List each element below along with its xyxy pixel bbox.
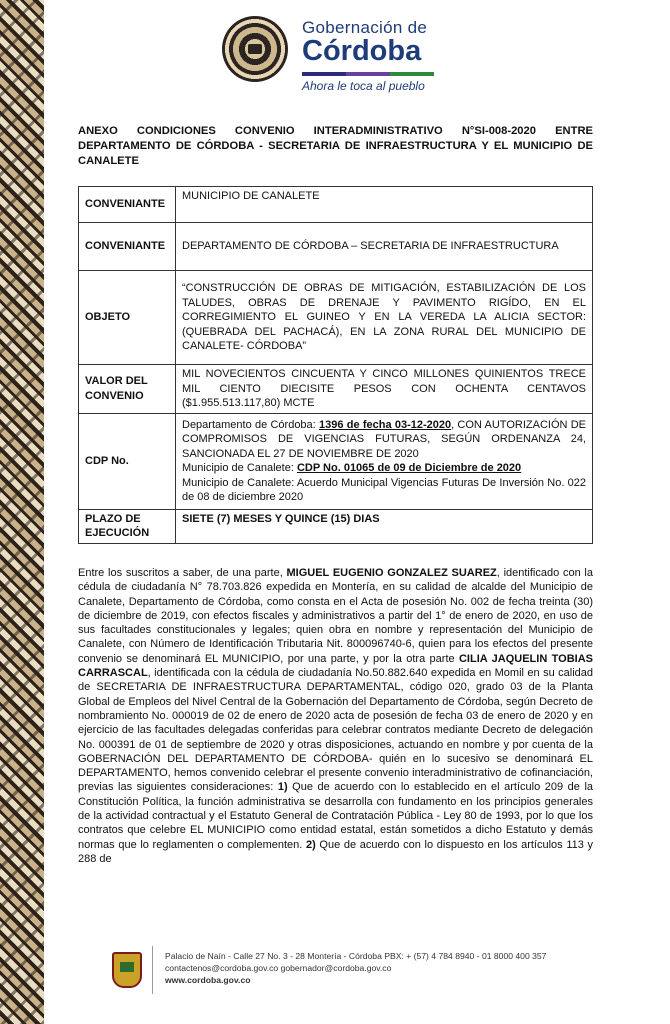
row-label: CONVENIANTE <box>79 223 176 271</box>
slogan: Ahora le toca al pueblo <box>302 79 425 93</box>
row-value: “CONSTRUCCIÓN DE OBRAS DE MITIGACIÓN, ESTABILIZACIÓN DE LOS TALUDES, OBRAS DE DRENAJE Y PAVIMENTO RIGÍDO, EN EL CORREGIMIENTO EL GUINEO Y EN LA VEREDA LA ALICIA SECTOR:(QUEBRADA DEL PACHACÁ), EN LA ZONA RURAL DEL MUNICIPIO DE CANALETE- CÓRDOBA” <box>176 271 593 365</box>
footer-divider <box>152 946 153 994</box>
org-name-big: Córdoba <box>302 35 422 67</box>
footer-website: www.cordoba.gov.co <box>165 975 251 985</box>
table-row <box>79 365 593 414</box>
row-value: Departamento de Córdoba: 1396 de fecha 03-12-2020, CON AUTORIZACIÓN DE COMPROMISOS DE VIGENCIAS FUTURAS, SEGÚN ORDENANZA 24, SANCIONADA EL 27 DE NOVIEMBRE DE 2020 Municipio de Canalete: CDP No. 01065 de 09 de Diciembre de 2020 Municipio de Canalete: Acuerdo Municipal Vigencias Futuras De Inversión No. 022 de 08 de diciembre 2020 <box>176 413 593 509</box>
table-row <box>79 187 593 223</box>
cdp-municipal-number: CDP No. 01065 de 09 de Diciembre de 2020 <box>296 462 522 474</box>
row-label: CONVENIANTE <box>79 187 176 223</box>
org-name-small: Gobernación de <box>302 18 428 37</box>
row-value: MIL NOVECIENTOS CINCUENTA Y CINCO MILLONES QUINIENTOS TRECE MIL CIENTO DIECISITE PESOS CON OCHENTA CENTAVOS ($1.955.513.117,80) MCTE <box>176 365 593 414</box>
header-logo <box>222 14 452 104</box>
brand-stripe <box>302 72 434 76</box>
row-value: MUNICIPIO DE CANALETE <box>176 187 593 223</box>
footer <box>112 946 612 996</box>
cdp-department-number: 1396 de fecha 03-12-2020 <box>319 418 452 431</box>
table-row <box>79 271 593 365</box>
row-label: CDP No. <box>79 413 176 509</box>
table-row <box>79 223 593 271</box>
row-label: OBJETO <box>79 271 176 365</box>
seal-emblem-icon <box>222 16 288 82</box>
table-row <box>79 509 593 543</box>
document-title: ANEXO CONDICIONES CONVENIO INTERADMINISTRATIVO N°SI-008-2020 ENTRE DEPARTAMENTO DE CÓRDOBA - SECRETARIA DE INFRAESTRUCTURA Y EL MUNICIPIO DE CANALETE <box>78 125 593 167</box>
decorative-border <box>0 0 44 1024</box>
coat-of-arms-icon <box>112 952 142 988</box>
row-value: SIETE (7) MESES Y QUINCE (15) DIAS <box>176 509 593 543</box>
row-value: DEPARTAMENTO DE CÓRDOBA – SECRETARIA DE INFRAESTRUCTURA <box>176 223 593 271</box>
body-paragraph: Entre los suscritos a saber, de una parte, MIGUEL EUGENIO GONZALEZ SUAREZ, identificado con la cédula de ciudadanía N° 78.703.826 expedida en Montería, en su calidad de alcalde del Municipio de Canalete, Departamento de Córdoba, como consta en el Acta de posesión No. 002 de fecha treinta (30) de diciembre de 2019, con efectos fiscales y administrativos a partir del 1° de enero de 2020, en uso de sus facultades constitucionales y legales; quien obra en nombre y representación del Municipio de Canalete, con Número de Identificación Tributaria Nit. 800096740-6, quien para los efectos del presente convenio se denominará EL MUNICIPIO, por una parte, y por la otra parte CILIA JAQUELIN TOBIAS CARRASCAL, identificada con la cédula de ciudadanía No.50.882.640 expedida en Momil en su calidad de SECRETARIA DE INFRAESTRUCTURA DEPARTAMENTAL, código 020, grado 03 de la Planta Global de Empleos del Nivel Central de la Gobernación del Departamento de Córdoba, según Decreto de nombramiento No. 000019 de 02 de enero de 2020 acta de posesión de fecha 03 de enero de 2020 y en ejercicio de las facultades delegadas conferidas para celebrar contratos mediante Decreto de delegación No. 000391 de 01 de septiembre de 2020 y otras disposiciones, actuando en nombre y por cuenta de la GOBERNACIÓN DEL DEPARTAMENTO DE CÓRDOBA- quién en lo sucesivo se denominará EL DEPARTAMENTO, hemos convenido celebrar el presente convenio interadministrativo de cofinanciación, previas las siguientes consideraciones: 1) Que de acuerdo con lo establecido en el artículo 209 de la Constitución Política, la función administrativa se desarrolla con fundamento en los principios generales de la actividad contractual y el Estatuto General de Contratación Pública - Ley 80 de 1993, por lo que los contratos que celebre EL MUNICIPIO como entidad estatal, están sometidos a dicho Estatuto y demás normas que lo reglamenten o complementen. 2) Que de acuerdo con lo dispuesto en los artículos 113 y 288 de <box>78 567 594 865</box>
table-row <box>79 413 593 509</box>
footer-address: Palacio de Naín - Calle 27 No. 3 - 28 Montería - Córdoba PBX: + (57) 4 784 8940 - 01 8000 400 357 <box>165 951 547 961</box>
row-label: PLAZO DE EJECUCIÓN <box>79 509 176 543</box>
conditions-table <box>78 186 593 544</box>
footer-emails: contactenos@cordoba.gov.co gobernador@cordoba.gov.co <box>165 963 392 973</box>
row-label: VALOR DEL CONVENIO <box>79 365 176 414</box>
